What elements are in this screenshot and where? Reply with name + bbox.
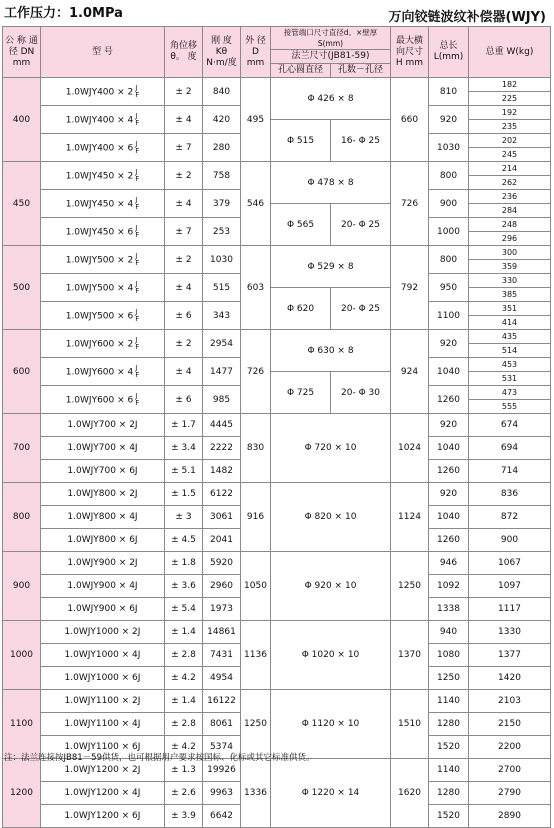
model-cell: 1.0WJY1000 × 2J — [41, 621, 165, 644]
angle-cell: ± 2 — [165, 246, 203, 274]
model-cell — [41, 386, 165, 414]
pipe-cell: Φ 920 × 10 — [271, 552, 391, 621]
col-stiffness: 刚 度 Kθ N·m/度 — [203, 27, 241, 78]
weight-cell: 836 — [469, 483, 551, 506]
model-cell — [41, 134, 165, 162]
col-od: 外 径 D mm — [241, 27, 271, 78]
max-width-cell: 660 — [391, 78, 429, 162]
angle-cell: ± 2.8 — [165, 713, 203, 736]
angle-cell: ± 3.9 — [165, 805, 203, 828]
weight-cell: 414 — [469, 316, 551, 330]
pipe-cell: Φ 630 × 8 — [271, 330, 391, 372]
table-row — [3, 330, 551, 344]
jf-mark: J F — [135, 279, 140, 295]
angle-cell: ± 4.5 — [165, 529, 203, 552]
weight-cell: 2700 — [469, 759, 551, 782]
od-cell: 546 — [241, 162, 271, 246]
dn-cell: 450 — [3, 162, 41, 246]
weight-cell: 2103 — [469, 690, 551, 713]
angle-cell: ± 7 — [165, 134, 203, 162]
weight-cell: 359 — [469, 260, 551, 274]
angle-cell: ± 2 — [165, 330, 203, 358]
weight-cell: 225 — [469, 92, 551, 106]
jf-mark: J F — [135, 391, 140, 407]
length-cell: 1260 — [429, 529, 469, 552]
model-text: 1.0WJY500 × 6 — [65, 311, 134, 321]
angle-cell: ± 5.4 — [165, 598, 203, 621]
weight-cell: 2790 — [469, 782, 551, 805]
model-cell — [41, 274, 165, 302]
length-cell: 1140 — [429, 690, 469, 713]
jf-mark: J F — [135, 195, 140, 211]
angle-cell: ± 1.4 — [165, 621, 203, 644]
holes-cell: 16- Φ 25 — [331, 120, 391, 162]
stiffness-cell: 14861 — [203, 621, 241, 644]
dn-cell: 800 — [3, 483, 41, 552]
weight-cell: 2890 — [469, 805, 551, 828]
footnote: 注：法兰连接按JB81－59供货，也可根据用户要求按国标、化标或其它标准供货。 — [4, 753, 315, 763]
max-width-cell: 726 — [391, 162, 429, 246]
angle-cell: ± 3 — [165, 506, 203, 529]
angle-cell: ± 4 — [165, 190, 203, 218]
angle-cell: ± 1.8 — [165, 552, 203, 575]
holes-cell: 20- Φ 30 — [331, 372, 391, 414]
weight-cell: 351 — [469, 302, 551, 316]
length-cell: 1080 — [429, 644, 469, 667]
stiffness-cell: 1482 — [203, 460, 241, 483]
od-cell: 603 — [241, 246, 271, 330]
stiffness-cell: 1477 — [203, 358, 241, 386]
weight-cell: 1117 — [469, 598, 551, 621]
model-text: 1.0WJY600 × 6 — [65, 395, 134, 405]
stiffness-cell: 3061 — [203, 506, 241, 529]
jf-mark: J F — [135, 251, 140, 267]
angle-cell: ± 2.8 — [165, 644, 203, 667]
stiffness-cell: 758 — [203, 162, 241, 190]
angle-cell: ± 4.2 — [165, 736, 203, 759]
table-row — [3, 552, 551, 575]
model-cell: 1.0WJY1100 × 4J — [41, 713, 165, 736]
model-cell: 1.0WJY700 × 4J — [41, 437, 165, 460]
pipe-cell: Φ 1220 × 14 — [271, 759, 391, 828]
model-cell: 1.0WJY700 × 6J — [41, 460, 165, 483]
model-cell: 1.0WJY900 × 4J — [41, 575, 165, 598]
table-row — [3, 78, 551, 92]
table-row — [3, 690, 551, 713]
weight-cell: 2150 — [469, 713, 551, 736]
weight-cell: 296 — [469, 232, 551, 246]
model-text: 1.0WJY500 × 2 — [65, 255, 134, 265]
spec-table — [2, 26, 551, 828]
jf-mark: J F — [135, 223, 140, 239]
model-cell — [41, 218, 165, 246]
jf-mark: J F — [135, 167, 140, 183]
model-cell: 1.0WJY1200 × 6J — [41, 805, 165, 828]
od-cell: 1050 — [241, 552, 271, 621]
jf-mark: J F — [135, 111, 140, 127]
col-holes: 孔数－孔径 — [331, 64, 391, 78]
model-cell — [41, 78, 165, 106]
model-cell: 1.0WJY900 × 2J — [41, 552, 165, 575]
weight-cell: 385 — [469, 288, 551, 302]
bolt-circle-cell: Φ 515 — [271, 120, 331, 162]
weight-cell: 555 — [469, 400, 551, 414]
col-max-width: 最大横 向尺寸 H mm — [391, 27, 429, 78]
weight-cell: 284 — [469, 204, 551, 218]
max-width-cell: 1620 — [391, 759, 429, 828]
weight-cell: 330 — [469, 274, 551, 288]
length-cell: 1040 — [429, 437, 469, 460]
dn-cell: 1200 — [3, 759, 41, 828]
weight-cell: 1067 — [469, 552, 551, 575]
stiffness-cell: 515 — [203, 274, 241, 302]
table-body — [3, 78, 551, 828]
stiffness-cell: 1030 — [203, 246, 241, 274]
angle-cell: ± 2 — [165, 78, 203, 106]
holes-cell: 20- Φ 25 — [331, 204, 391, 246]
stiffness-cell: 8061 — [203, 713, 241, 736]
dn-cell: 600 — [3, 330, 41, 414]
angle-cell: ± 5.1 — [165, 460, 203, 483]
length-cell: 810 — [429, 78, 469, 106]
length-cell: 1280 — [429, 713, 469, 736]
length-cell: 800 — [429, 162, 469, 190]
bolt-circle-cell: Φ 565 — [271, 204, 331, 246]
model-text: 1.0WJY450 × 6 — [65, 227, 134, 237]
stiffness-cell: 2041 — [203, 529, 241, 552]
model-cell: 1.0WJY1200 × 4J — [41, 782, 165, 805]
stiffness-cell: 1973 — [203, 598, 241, 621]
jf-mark: J F — [135, 363, 140, 379]
jf-mark: J F — [135, 307, 140, 323]
model-text: 1.0WJY450 × 4 — [65, 199, 134, 209]
model-cell: 1.0WJY1000 × 6J — [41, 667, 165, 690]
model-cell — [41, 358, 165, 386]
weight-cell: 453 — [469, 358, 551, 372]
od-cell: 830 — [241, 414, 271, 483]
stiffness-cell: 5920 — [203, 552, 241, 575]
model-cell: 1.0WJY1100 × 6J — [41, 736, 165, 759]
length-cell: 920 — [429, 106, 469, 134]
pipe-cell: Φ 720 × 10 — [271, 414, 391, 483]
model-cell: 1.0WJY1100 × 2J — [41, 690, 165, 713]
length-cell: 940 — [429, 621, 469, 644]
model-cell: 1.0WJY1200 × 2J — [41, 759, 165, 782]
col-bolt-circle: 孔心圆直径 — [271, 64, 331, 78]
max-width-cell: 924 — [391, 330, 429, 414]
max-width-cell: 1370 — [391, 621, 429, 690]
stiffness-cell: 4445 — [203, 414, 241, 437]
col-dn: 公 称 通 径 DN mm — [3, 27, 41, 78]
col-length: 总长 L(mm) — [429, 27, 469, 78]
weight-cell: 900 — [469, 529, 551, 552]
length-cell: 1338 — [429, 598, 469, 621]
stiffness-cell: 16122 — [203, 690, 241, 713]
dn-cell: 400 — [3, 78, 41, 162]
jf-mark: J F — [135, 335, 140, 351]
weight-cell: 300 — [469, 246, 551, 260]
pipe-cell: Φ 820 × 10 — [271, 483, 391, 552]
col-angle: 角位移 θ。 度 — [165, 27, 203, 78]
weight-cell: 1420 — [469, 667, 551, 690]
length-cell: 1030 — [429, 134, 469, 162]
weight-cell: 235 — [469, 120, 551, 134]
angle-cell: ± 4 — [165, 106, 203, 134]
angle-cell: ± 1.3 — [165, 759, 203, 782]
length-cell: 1260 — [429, 386, 469, 414]
model-text: 1.0WJY500 × 4 — [65, 283, 134, 293]
od-cell: 495 — [241, 78, 271, 162]
weight-cell: 514 — [469, 344, 551, 358]
model-text: 1.0WJY400 × 2 — [65, 87, 134, 97]
model-cell: 1.0WJY900 × 6J — [41, 598, 165, 621]
max-width-cell: 1510 — [391, 690, 429, 759]
angle-cell: ± 3.6 — [165, 575, 203, 598]
stiffness-cell: 7431 — [203, 644, 241, 667]
model-text: 1.0WJY450 × 2 — [65, 171, 134, 181]
weight-cell: 182 — [469, 78, 551, 92]
length-cell: 950 — [429, 274, 469, 302]
model-cell — [41, 302, 165, 330]
pipe-cell: Φ 529 × 8 — [271, 246, 391, 288]
stiffness-cell: 985 — [203, 386, 241, 414]
stiffness-cell: 253 — [203, 218, 241, 246]
pipe-cell: Φ 1020 × 10 — [271, 621, 391, 690]
dn-cell: 1100 — [3, 690, 41, 759]
col-model: 型 号 — [41, 27, 165, 78]
model-cell — [41, 162, 165, 190]
table-row — [3, 414, 551, 437]
length-cell: 1520 — [429, 805, 469, 828]
max-width-cell: 1024 — [391, 414, 429, 483]
weight-cell: 1330 — [469, 621, 551, 644]
model-text: 1.0WJY600 × 4 — [65, 367, 134, 377]
angle-cell: ± 4 — [165, 358, 203, 386]
od-cell: 1250 — [241, 690, 271, 759]
weight-cell: 214 — [469, 162, 551, 176]
weight-cell: 236 — [469, 190, 551, 204]
weight-cell: 473 — [469, 386, 551, 400]
model-text: 1.0WJY600 × 2 — [65, 339, 134, 349]
length-cell: 1000 — [429, 218, 469, 246]
model-cell — [41, 106, 165, 134]
jf-mark: J F — [135, 139, 140, 155]
angle-cell: ± 1.4 — [165, 690, 203, 713]
stiffness-cell: 2222 — [203, 437, 241, 460]
bolt-circle-cell: Φ 725 — [271, 372, 331, 414]
length-cell: 920 — [429, 330, 469, 358]
weight-cell: 262 — [469, 176, 551, 190]
length-cell: 1260 — [429, 460, 469, 483]
length-cell: 1280 — [429, 782, 469, 805]
model-cell: 1.0WJY800 × 2J — [41, 483, 165, 506]
stiffness-cell: 5374 — [203, 736, 241, 759]
dn-cell: 900 — [3, 552, 41, 621]
weight-cell: 1377 — [469, 644, 551, 667]
table-row — [3, 621, 551, 644]
length-cell: 800 — [429, 246, 469, 274]
weight-cell: 192 — [469, 106, 551, 120]
length-cell: 900 — [429, 190, 469, 218]
od-cell: 1336 — [241, 759, 271, 828]
length-cell: 1520 — [429, 736, 469, 759]
model-cell — [41, 246, 165, 274]
dn-cell: 500 — [3, 246, 41, 330]
angle-cell: ± 4.2 — [165, 667, 203, 690]
weight-cell: 674 — [469, 414, 551, 437]
max-width-cell: 792 — [391, 246, 429, 330]
weight-cell: 248 — [469, 218, 551, 232]
model-cell: 1.0WJY1000 × 4J — [41, 644, 165, 667]
weight-cell: 872 — [469, 506, 551, 529]
stiffness-cell: 4954 — [203, 667, 241, 690]
od-cell: 726 — [241, 330, 271, 414]
od-cell: 1136 — [241, 621, 271, 690]
weight-cell: 202 — [469, 134, 551, 148]
angle-cell: ± 7 — [165, 218, 203, 246]
model-cell — [41, 190, 165, 218]
stiffness-cell: 6122 — [203, 483, 241, 506]
jf-mark: J F — [135, 83, 140, 99]
angle-cell: ± 3.4 — [165, 437, 203, 460]
table-header — [3, 27, 551, 78]
weight-cell: 714 — [469, 460, 551, 483]
model-text: 1.0WJY400 × 6 — [65, 143, 134, 153]
length-cell: 1140 — [429, 759, 469, 782]
length-cell: 946 — [429, 552, 469, 575]
model-cell: 1.0WJY800 × 6J — [41, 529, 165, 552]
bolt-circle-cell: Φ 620 — [271, 288, 331, 330]
angle-cell: ± 1.5 — [165, 483, 203, 506]
angle-cell: ± 6 — [165, 302, 203, 330]
page-title: 万向铰链波纹补偿器(WJY) — [388, 10, 546, 25]
length-cell: 1250 — [429, 667, 469, 690]
weight-cell: 2200 — [469, 736, 551, 759]
stiffness-cell: 343 — [203, 302, 241, 330]
angle-cell: ± 1.7 — [165, 414, 203, 437]
table-row — [3, 162, 551, 176]
length-cell: 1040 — [429, 358, 469, 386]
table-row — [3, 246, 551, 260]
weight-cell: 531 — [469, 372, 551, 386]
pipe-cell: Φ 1120 × 10 — [271, 690, 391, 759]
model-cell: 1.0WJY700 × 2J — [41, 414, 165, 437]
holes-cell: 20- Φ 25 — [331, 288, 391, 330]
stiffness-cell: 9963 — [203, 782, 241, 805]
stiffness-cell: 2960 — [203, 575, 241, 598]
col-flange: 法兰尺寸(JB81-59) — [271, 50, 391, 64]
length-cell: 920 — [429, 414, 469, 437]
od-cell: 916 — [241, 483, 271, 552]
length-cell: 920 — [429, 483, 469, 506]
angle-cell: ± 6 — [165, 386, 203, 414]
stiffness-cell: 840 — [203, 78, 241, 106]
dn-cell: 700 — [3, 414, 41, 483]
weight-cell: 1097 — [469, 575, 551, 598]
col-weight: 总重 W(kg) — [469, 27, 551, 78]
model-cell: 1.0WJY800 × 4J — [41, 506, 165, 529]
length-cell: 1092 — [429, 575, 469, 598]
pipe-cell: Φ 478 × 8 — [271, 162, 391, 204]
stiffness-cell: 379 — [203, 190, 241, 218]
max-width-cell: 1250 — [391, 552, 429, 621]
stiffness-cell: 19926 — [203, 759, 241, 782]
table-row — [3, 483, 551, 506]
stiffness-cell: 420 — [203, 106, 241, 134]
stiffness-cell: 6642 — [203, 805, 241, 828]
model-cell — [41, 330, 165, 358]
weight-cell: 694 — [469, 437, 551, 460]
weight-cell: 435 — [469, 330, 551, 344]
pipe-cell: Φ 426 × 8 — [271, 78, 391, 120]
angle-cell: ± 2 — [165, 162, 203, 190]
dn-cell: 1000 — [3, 621, 41, 690]
model-text: 1.0WJY400 × 4 — [65, 115, 134, 125]
length-cell: 1100 — [429, 302, 469, 330]
max-width-cell: 1124 — [391, 483, 429, 552]
weight-cell: 245 — [469, 148, 551, 162]
length-cell: 1040 — [429, 506, 469, 529]
stiffness-cell: 2954 — [203, 330, 241, 358]
pressure-label: 工作压力：1.0MPa — [4, 6, 123, 21]
col-pipe: 接管端口尺寸直径d。×壁厚S(mm) — [271, 27, 391, 50]
angle-cell: ± 4 — [165, 274, 203, 302]
stiffness-cell: 280 — [203, 134, 241, 162]
angle-cell: ± 2.6 — [165, 782, 203, 805]
